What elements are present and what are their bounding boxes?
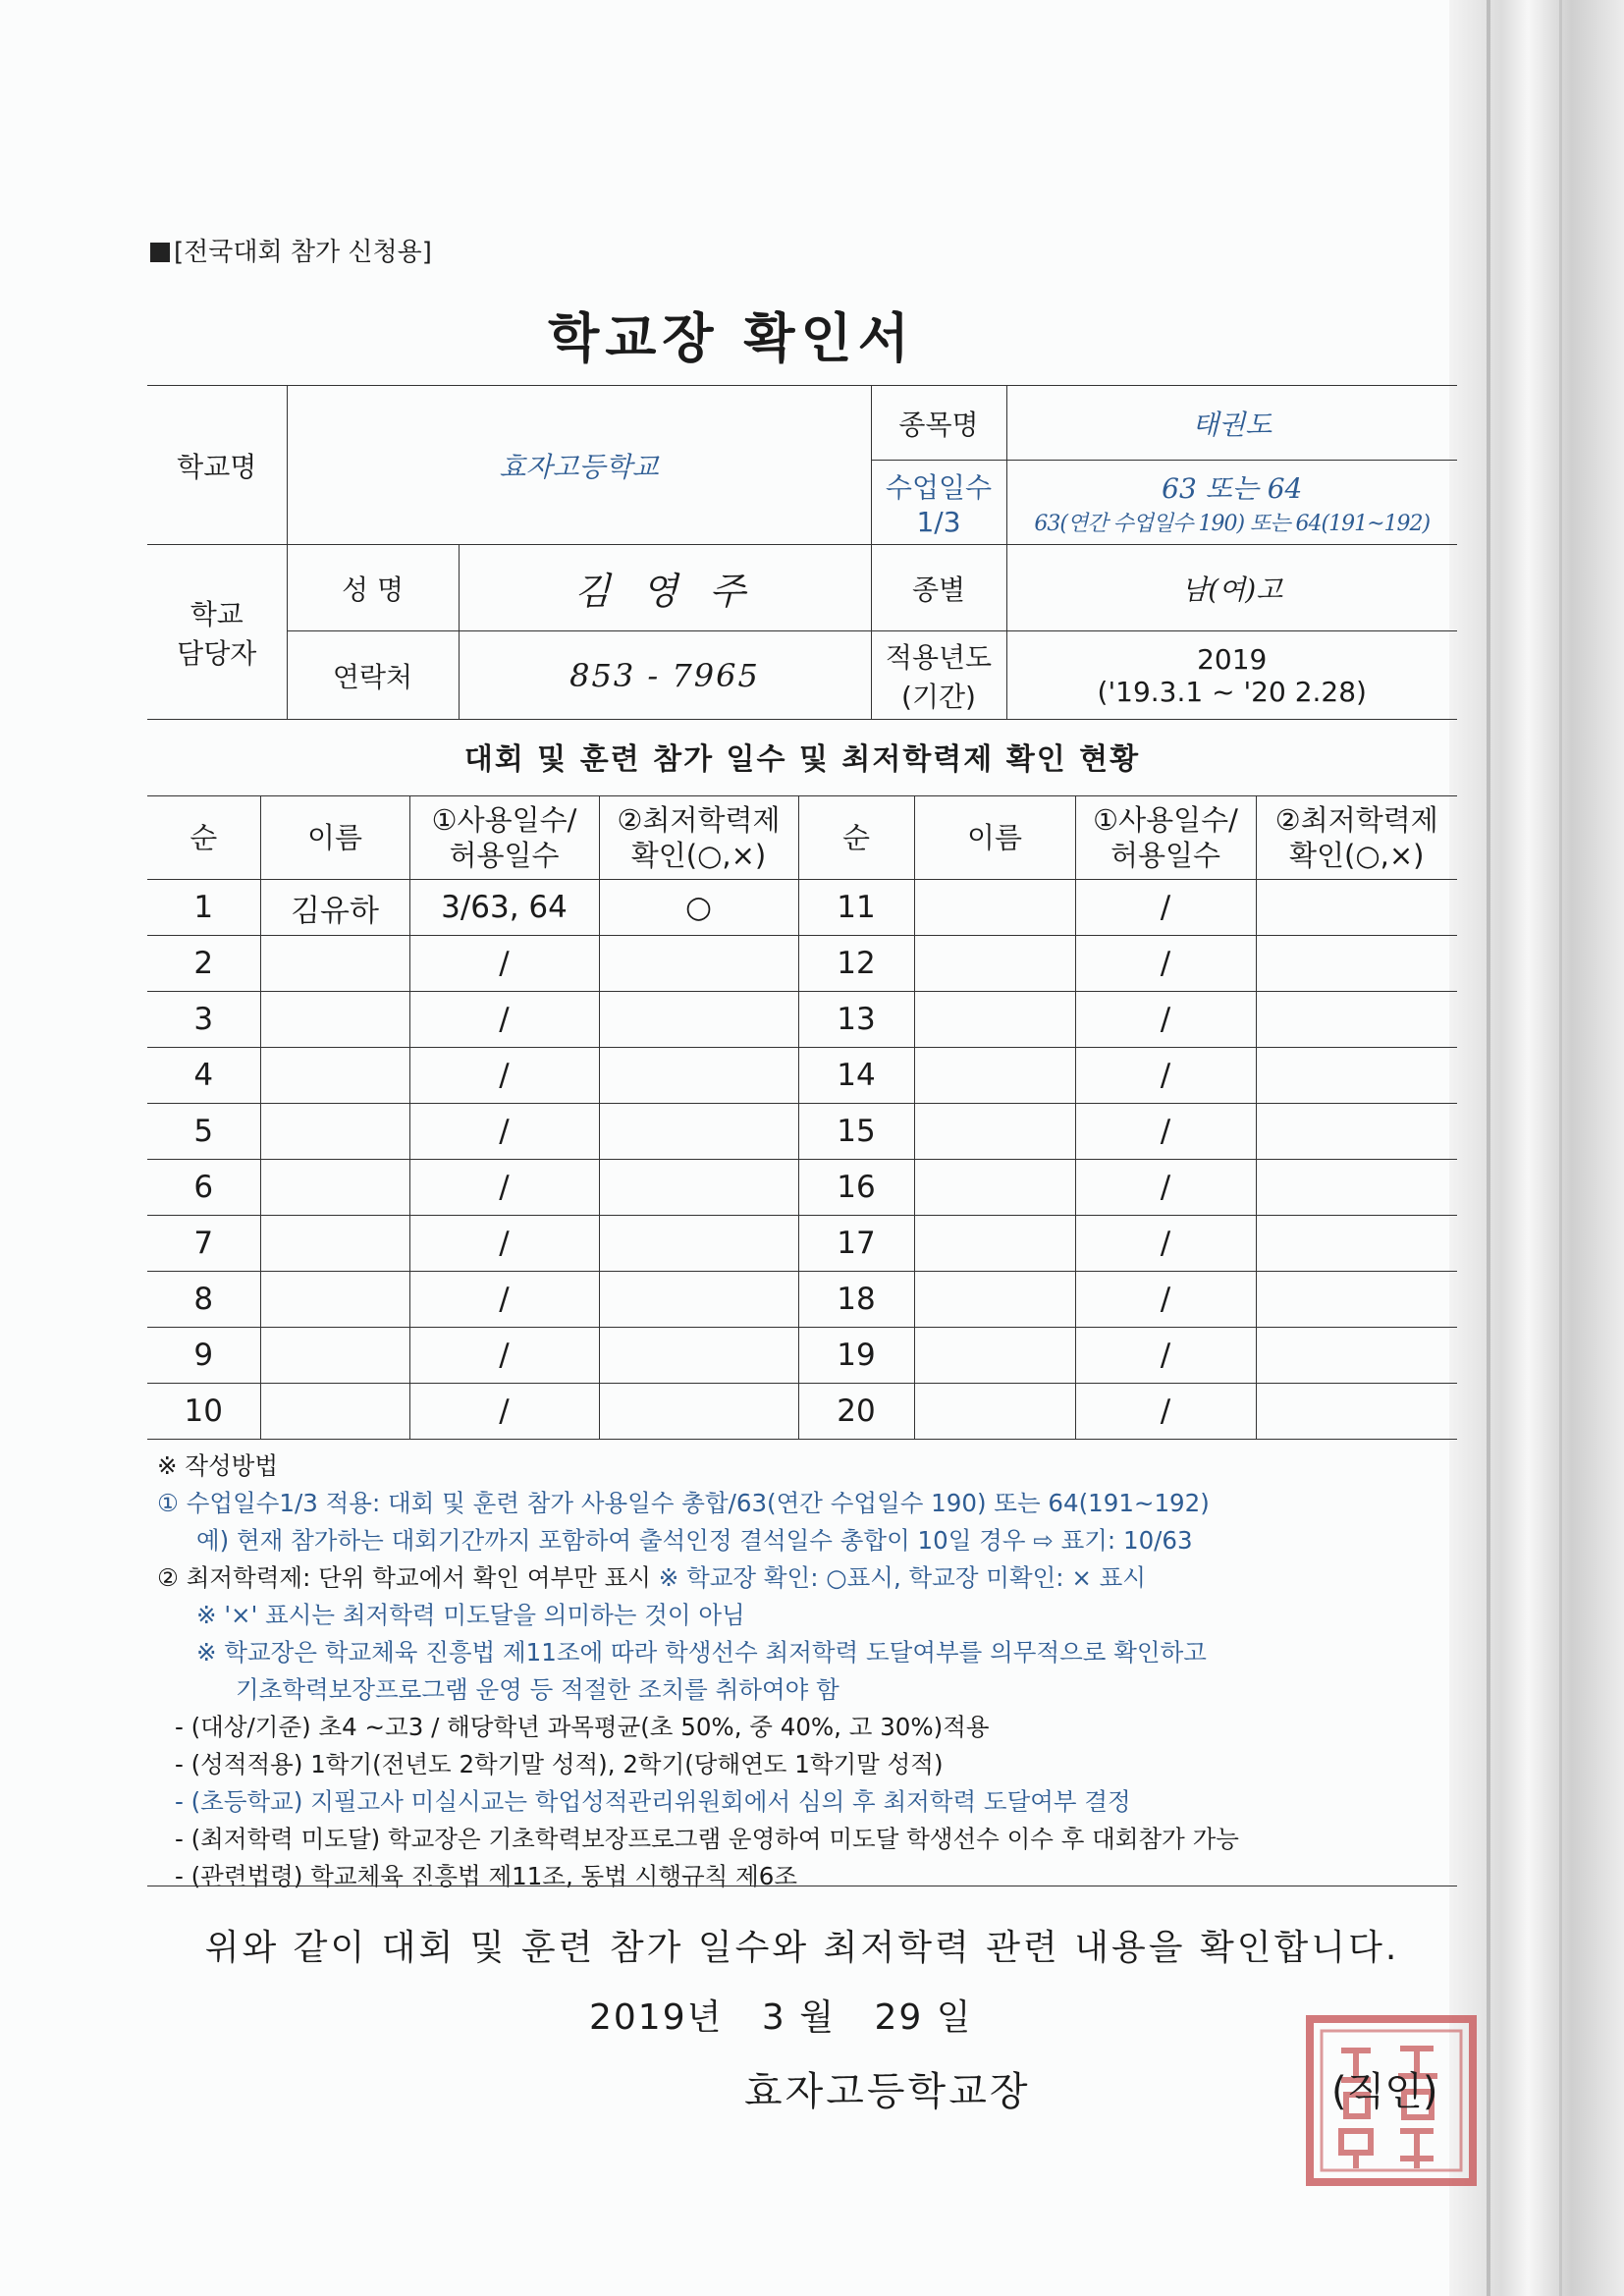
table-row (147, 1160, 1457, 1216)
row-number: 16 (798, 1160, 914, 1216)
used-days: / (409, 992, 599, 1048)
note-3: ※ '×' 표시는 최저학력 미도달을 의미하는 것이 아님 (196, 1600, 745, 1629)
min-academic-check (599, 1104, 798, 1160)
detail-3: - (초등학교) 지필고사 미실시교는 학업성적관리위원회에서 심의 후 최저학력 도달여부 결정 (175, 1786, 1131, 1816)
principal-signature-name: 효자고등학교장 (744, 2069, 1031, 2114)
name-label: 성 명 (287, 545, 459, 631)
manager-label (147, 545, 287, 720)
min-academic-check (1256, 936, 1457, 992)
detail-5: - (관련법령) 학교체육 진흥법 제11조, 동법 시행규칙 제6조 (175, 1861, 798, 1890)
issue-date (589, 1990, 998, 2040)
student-name (914, 1216, 1075, 1272)
min-academic-check (1256, 1048, 1457, 1104)
row-number: 4 (147, 1048, 260, 1104)
student-name (260, 1160, 409, 1216)
class-days-value-line1: 63 또는 64 (1162, 472, 1303, 505)
min-academic-check (1256, 1272, 1457, 1328)
paper-edge (1449, 0, 1624, 2296)
student-name (914, 1328, 1075, 1384)
class-days-value-line2: 63(연간 수업일수 190) 또는 64(191~192) (1034, 512, 1431, 536)
min-academic-check (1256, 1216, 1457, 1272)
form-type-label (150, 232, 432, 268)
used-days: / (409, 1104, 599, 1160)
header-days (409, 796, 599, 880)
header-days-right (1075, 796, 1256, 880)
table-row (147, 880, 1457, 936)
student-name (914, 1160, 1075, 1216)
class-days-label-line2: 1/3 (916, 506, 961, 538)
used-days: / (1075, 1328, 1256, 1384)
participation-table (147, 795, 1457, 1440)
student-name (260, 1384, 409, 1440)
student-name (914, 880, 1075, 936)
row-number: 15 (798, 1104, 914, 1160)
min-academic-check (599, 1160, 798, 1216)
used-days: / (1075, 992, 1256, 1048)
table-row (147, 992, 1457, 1048)
gender-value: 남(여)고 (1006, 545, 1457, 631)
used-days: / (409, 1160, 599, 1216)
min-academic-check (1256, 1384, 1457, 1440)
used-days: / (1075, 1384, 1256, 1440)
used-days: / (1075, 1048, 1256, 1104)
student-name (914, 1272, 1075, 1328)
header-check-line2: 확인(○,×) (630, 839, 767, 872)
class-days-value (1006, 461, 1457, 545)
row-number: 6 (147, 1160, 260, 1216)
student-name (260, 936, 409, 992)
document-title: 학교장 확인서 (548, 307, 915, 369)
min-academic-check (599, 992, 798, 1048)
header-no-right: 순 (798, 796, 914, 880)
student-name: 김유하 (260, 880, 409, 936)
note-2 (157, 1559, 1463, 1597)
student-name (914, 1104, 1075, 1160)
min-academic-check (1256, 992, 1457, 1048)
row-number: 18 (798, 1272, 914, 1328)
min-academic-check (599, 1384, 798, 1440)
min-academic-check (1256, 1328, 1457, 1384)
year-value-line2: ('19.3.1 ~ '20 2.28) (1097, 675, 1367, 708)
min-academic-check (599, 1272, 798, 1328)
manager-name-value: 김 영 주 (459, 545, 871, 631)
square-bullet-icon (150, 243, 170, 262)
row-number: 3 (147, 992, 260, 1048)
table-header-row (147, 796, 1457, 880)
table-row (147, 1104, 1457, 1160)
student-name (260, 1048, 409, 1104)
school-info-table (147, 385, 1457, 720)
student-name (914, 1048, 1075, 1104)
used-days: / (1075, 880, 1256, 936)
form-type-text: [전국대회 참가 신청용] (174, 238, 432, 267)
date-year: 2019년 (589, 1997, 724, 2038)
min-academic-check: ○ (599, 880, 798, 936)
year-label (871, 631, 1006, 720)
student-name (260, 1216, 409, 1272)
header-name-right: 이름 (914, 796, 1075, 880)
row-number: 14 (798, 1048, 914, 1104)
min-academic-check (1256, 1104, 1457, 1160)
student-name (260, 1328, 409, 1384)
school-value: 효자고등학교 (287, 386, 871, 545)
note-4b: 기초학력보장프로그램 운영 등 적절한 조치를 취하여야 함 (236, 1674, 839, 1704)
used-days: / (1075, 1104, 1256, 1160)
contact-label: 연락처 (287, 631, 459, 720)
year-label-line2: (기간) (901, 680, 976, 713)
header-days-line2: 허용일수 (449, 839, 560, 872)
min-academic-check (1256, 1160, 1457, 1216)
used-days: 3/63, 64 (409, 880, 599, 936)
min-academic-check (599, 1328, 798, 1384)
used-days: / (1075, 1160, 1256, 1216)
section-title: 대회 및 훈련 참가 일수 및 최저학력제 확인 현황 (463, 742, 1141, 777)
year-value (1006, 631, 1457, 720)
row-number: 2 (147, 936, 260, 992)
used-days: / (409, 1216, 599, 1272)
note-2a: ② 최저학력제: 단위 학교에서 확인 여부만 표시 (157, 1562, 651, 1592)
date-day: 29 일 (874, 1997, 973, 2038)
header-days-line1: ①사용일수/ (431, 802, 577, 837)
used-days: / (409, 1048, 599, 1104)
used-days: / (1075, 1216, 1256, 1272)
header-days-right-line2: 허용일수 (1110, 839, 1221, 872)
class-days-label-line1: 수업일수 (885, 471, 993, 504)
header-name: 이름 (260, 796, 409, 880)
table-row (147, 1384, 1457, 1440)
table-row (147, 1328, 1457, 1384)
header-no: 순 (147, 796, 260, 880)
row-number: 1 (147, 880, 260, 936)
table-row (147, 1272, 1457, 1328)
detail-1: - (대상/기준) 초4 ~고3 / 해당학년 과목평균(초 50%, 중 40%, 고 30%)적용 (175, 1712, 990, 1741)
manager-label-line2: 담당자 (177, 636, 257, 670)
min-academic-check (1256, 880, 1457, 936)
header-check-line1: ②최저학력제 (617, 802, 781, 837)
gender-label: 종별 (871, 545, 1006, 631)
header-check-right-line2: 확인(○,×) (1289, 839, 1425, 872)
min-academic-check (599, 1048, 798, 1104)
note-2b: ※ 학교장 확인: ○표시, 학교장 미확인: × 표시 (658, 1562, 1146, 1592)
student-name (260, 1104, 409, 1160)
student-name (260, 992, 409, 1048)
instructions (157, 1448, 1463, 1895)
row-number: 20 (798, 1384, 914, 1440)
contact-value: 853 - 7965 (459, 631, 871, 720)
row-number: 17 (798, 1216, 914, 1272)
detail-4: - (최저학력 미도달) 학교장은 기초학력보장프로그램 운영하여 미도달 학생선수 이수 후 대회참가 가능 (175, 1824, 1239, 1853)
row-number: 10 (147, 1384, 260, 1440)
row-number: 9 (147, 1328, 260, 1384)
sport-label: 종목명 (871, 386, 1006, 461)
student-name (914, 1384, 1075, 1440)
row-number: 8 (147, 1272, 260, 1328)
min-academic-check (599, 936, 798, 992)
date-month: 3 월 (761, 1997, 836, 2038)
year-label-line1: 적용년도 (885, 640, 993, 674)
used-days: / (409, 1272, 599, 1328)
sport-value: 태권도 (1006, 386, 1457, 461)
used-days: / (409, 1328, 599, 1384)
student-name (260, 1272, 409, 1328)
confirmation-statement: 위와 같이 대회 및 훈련 참가 일수와 최저학력 관련 내용을 확인합니다. (204, 1928, 1400, 1968)
seal-label: (직인) (1331, 2069, 1438, 2114)
row-number: 19 (798, 1328, 914, 1384)
row-number: 5 (147, 1104, 260, 1160)
student-name (914, 992, 1075, 1048)
min-academic-check (599, 1216, 798, 1272)
row-number: 12 (798, 936, 914, 992)
table-row (147, 936, 1457, 992)
row-number: 13 (798, 992, 914, 1048)
used-days: / (409, 1384, 599, 1440)
header-check (599, 796, 798, 880)
student-name (914, 936, 1075, 992)
table-row (147, 1048, 1457, 1104)
row-number: 7 (147, 1216, 260, 1272)
row-number: 11 (798, 880, 914, 936)
notes-heading: ※ 작성방법 (157, 1451, 278, 1480)
note-1a: ① 수업일수1/3 적용: 대회 및 훈련 참가 사용일수 총합/63(연간 수업일수 190) 또는 64(191~192) (157, 1488, 1210, 1517)
manager-label-line1: 학교 (189, 597, 244, 630)
used-days: / (1075, 1272, 1256, 1328)
school-label: 학교명 (147, 386, 287, 545)
header-days-right-line1: ①사용일수/ (1093, 802, 1238, 837)
class-days-label (871, 461, 1006, 545)
note-4a: ※ 학교장은 학교체육 진흥법 제11조에 따라 학생선수 최저학력 도달여부를 의무적으로 확인하고 (196, 1637, 1207, 1667)
header-check-right (1256, 796, 1457, 880)
used-days: / (409, 936, 599, 992)
table-row (147, 1216, 1457, 1272)
used-days: / (1075, 936, 1256, 992)
note-1b: 예) 현재 참가하는 대회기간까지 포함하여 출석인정 결석일수 총합이 10일 경우 ⇨ 표기: 10/63 (196, 1525, 1193, 1555)
detail-2: - (성적적용) 1학기(전년도 2학기말 성적), 2학기(당해연도 1학기말 성적) (175, 1749, 944, 1778)
year-value-line1: 2019 (1197, 642, 1268, 676)
header-check-right-line1: ②최저학력제 (1274, 802, 1438, 837)
